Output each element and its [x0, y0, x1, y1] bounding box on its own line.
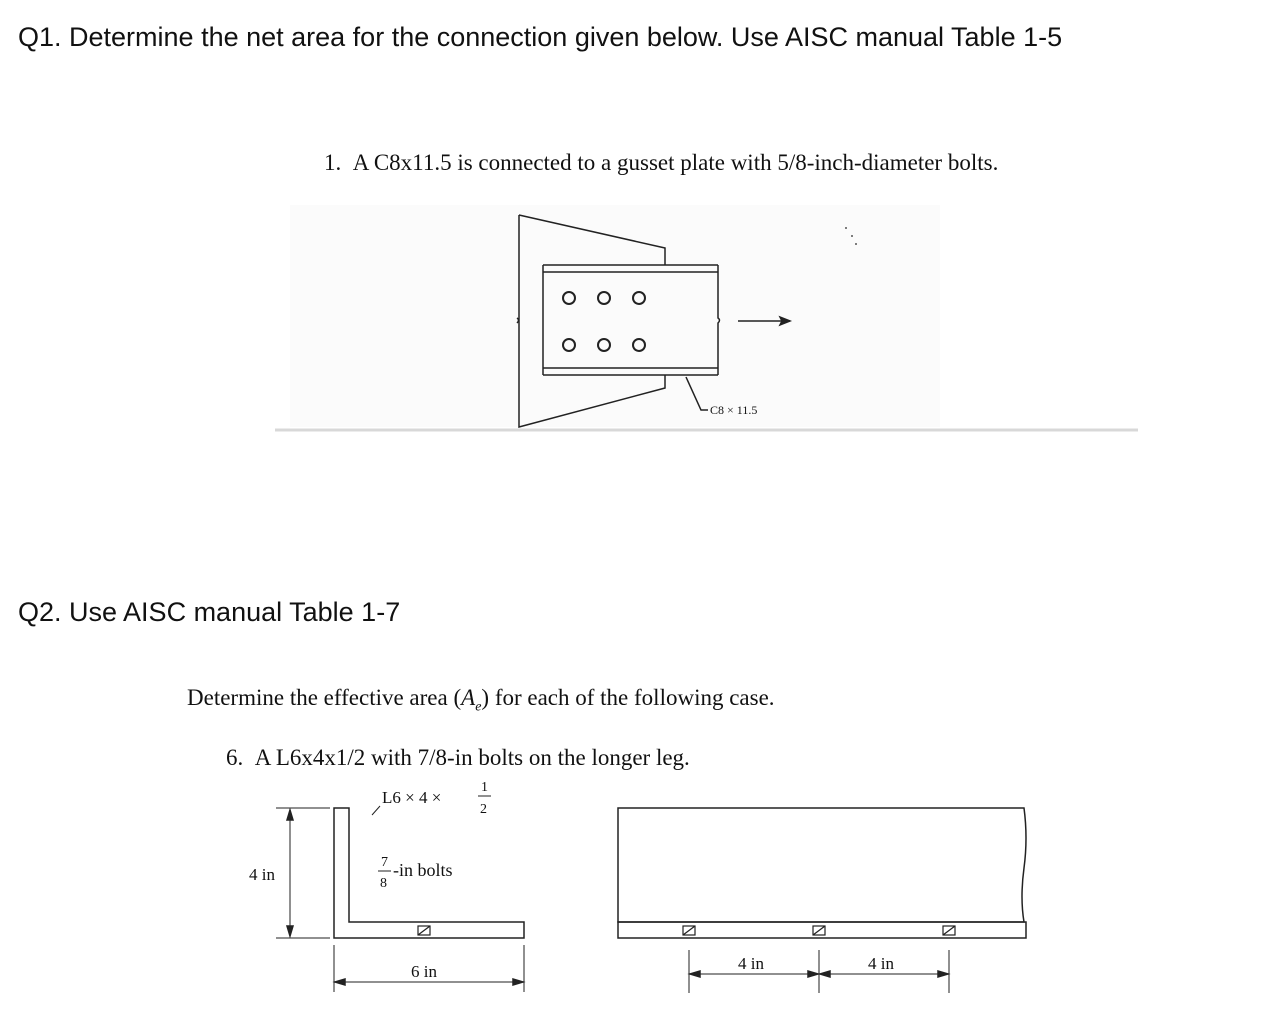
angle-frac-num: 1	[481, 780, 488, 795]
q1-figure	[275, 205, 1138, 430]
q2-plan-view	[618, 808, 1026, 993]
dim-arrow	[808, 971, 818, 977]
dim-spacing-label-1: 4 in	[738, 954, 764, 973]
dim-height-label: 4 in	[249, 865, 275, 884]
plan-leg-upper	[618, 808, 1026, 922]
dim-arrow	[335, 979, 345, 985]
q2-instruction-symbol: A	[461, 685, 476, 710]
q2-instruction	[187, 685, 775, 716]
dim-arrow	[690, 971, 700, 977]
q1-title: Q1. Determine the net area for the connection given below. Use AISC manual Table 1-5	[18, 22, 1063, 52]
dim-arrow	[938, 971, 948, 977]
q2-instruction-sub: e	[475, 699, 482, 715]
dim-spacing-label-2: 4 in	[868, 954, 894, 973]
dim-arrow	[287, 926, 293, 936]
scan-speck	[845, 227, 847, 229]
bolt-frac-den: 8	[380, 876, 387, 891]
q2-instruction-prefix: Determine the effective area (	[187, 685, 462, 710]
scan-speck	[855, 243, 857, 245]
bolt-label: -in bolts	[393, 860, 453, 880]
dim-arrow	[820, 971, 830, 977]
angle-label: L6 × 4 ×	[382, 788, 442, 807]
angle-frac-den: 2	[480, 802, 487, 817]
q2-title: Q2. Use AISC manual Table 1-7	[18, 597, 401, 627]
scan-speck	[851, 235, 853, 237]
q2-problem-number: 6.	[226, 745, 244, 770]
dim-arrow	[287, 810, 293, 820]
q2-problem	[226, 745, 690, 771]
q1-problem-number: 1.	[324, 150, 342, 175]
bolt-frac-num: 7	[381, 855, 388, 870]
q1-problem-text: A C8x11.5 is connected to a gusset plate with 5/8-inch-diameter bolts.	[352, 150, 999, 175]
dim-arrow	[513, 979, 523, 985]
plan-bolts	[683, 926, 955, 935]
q2-instruction-suffix: ) for each of the following case.	[481, 685, 775, 710]
q2-angle-section	[276, 806, 524, 992]
q2-problem-text: A L6x4x1/2 with 7/8-in bolts on the longer leg.	[254, 745, 690, 770]
angle-label-leader	[372, 806, 380, 815]
dim-width-label: 6 in	[411, 962, 437, 981]
q1-figure-label: C8 × 11.5	[710, 403, 758, 417]
